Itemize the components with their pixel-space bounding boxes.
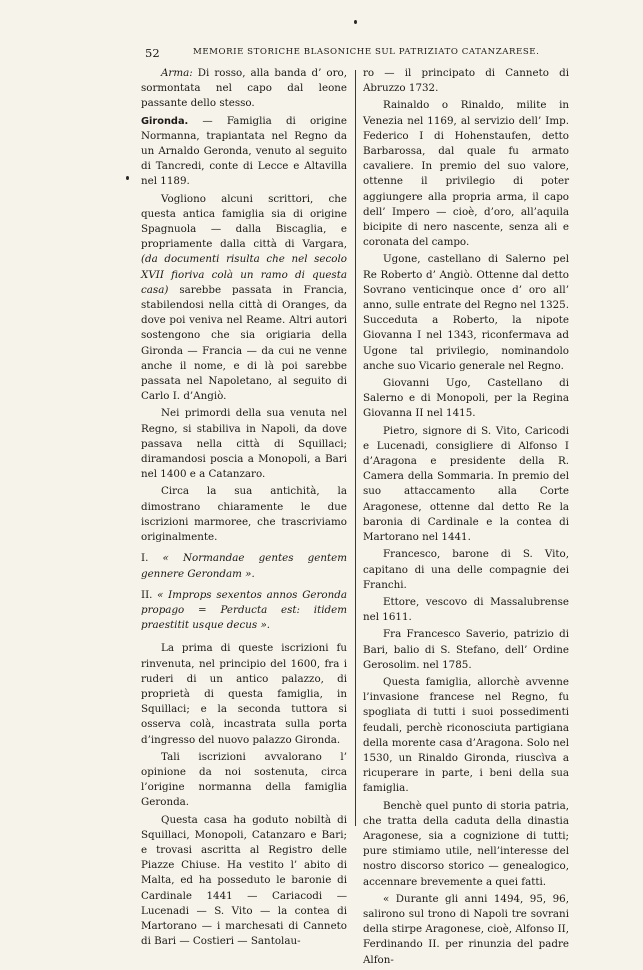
right-column (363, 66, 569, 970)
paragraph: Circa la sua antichità, la dimostrano chiaramente le due iscrizioni marmoree, che trascriviamo originalmente. (141, 485, 347, 544)
inscription-number: I. (141, 552, 149, 565)
page-number: 52 (145, 46, 160, 60)
paragraph-italic: (da documenti risulta che nel secolo XVII fioriva colà un ramo di questa casa) (141, 253, 347, 296)
paragraph: ro — il principato di Canneto di Abruzzo 1732. (363, 67, 569, 95)
paragraph-text: sarebbe passata in Francia, stabilendosi nella città di Oranges, da dove poi veniva nel Reame. Altri autori sostengono che sia origiaria della Gironda — Francia — da cui ne venne anche il nome, e di là poi sarebbe passata nel Napoletano, al seguito di Carlo I. d’Angiò. (141, 283, 347, 403)
paragraph: Ettore, vescovo di Massalubrense nel 1611. (363, 595, 569, 624)
paragraph: Francesco, barone di S. Vito, capitano di una delle compagnie dei Franchi. (363, 548, 569, 591)
column-divider (355, 70, 356, 826)
family-name: Gironda. (141, 115, 189, 127)
inscription-1 (127, 551, 347, 581)
paragraph: « Durante gli anni 1494, 95, 96, salirono sul trono di Napoli tre sovrani della stirpe Aragonese, cioè, Alfonso II, Ferdinando II. per rinunzia del padre Alfon- (363, 892, 569, 966)
ink-speck (354, 20, 357, 24)
paragraph: Benchè quel punto di storia patria, che tratta della caduta della dinastia Aragonese, sia a cognizione di tutti; pure stimiamo utile, nell’interesse del nostro discorso storico — genealogico, accennare brevemente a quei fatti. (363, 799, 569, 888)
inscription-2 (127, 588, 347, 634)
page-header (145, 46, 555, 60)
inscription-text: « Improps sexentos annos Geronda propago = Perducta est: itidem praestitit usque decus ». (141, 588, 347, 632)
paragraph: Fra Francesco Saverio, patrizio di Bari, balio di S. Stefano, dell’ Ordine Gerosolim. nel 1785. (363, 628, 569, 671)
paragraph: Ugone, castellano di Salerno pel Re Roberto d’ Angiò. Ottenne dal detto Sovrano venticinque once d’ oro all’ anno, sulle entrate del Regno nel 1325. Succeduta a Roberto, la nipote Giovanna I nel 1343, riconfermava ad Ugone tal privilegio, nominandolo anche suo Vicario generale nel Regno. (363, 253, 570, 372)
paragraph: Pietro, signore di S. Vito, Caricodi e Lucenadi, consigliere di Alfonso I d’Aragona e presidente della R. Camera della Sommaria. In premio del suo attaccamento alla Corte Aragonese, ottenne dal detto Re la baronia di Cardinale e la contea di Martorano nel 1441. (363, 424, 569, 544)
paragraph: La prima di queste iscrizioni fu rinvenuta, nel principio del 1600, fra i ruderi di un antico palazzo, di proprietà di questa famiglia, in Squillaci; e la seconda tuttora si osserva colà, incastrata sulla porta d’ingresso del nuovo palazzo Gironda. (141, 642, 347, 746)
paragraph: Questa casa ha goduto nobiltà di Squillaci, Monopoli, Catanzaro e Bari; e trovasi ascritta al Registro delle Piazze Chiuse. Ha vestito l’ abito di Malta, ed ha posseduto le baronie di Cardinale 1441 — Cariacodi — Lucenadi — S. Vito — la contea di Martorano — i marchesati di Canneto di Bari — Costieri — Santolau- (141, 813, 347, 948)
paragraph (141, 66, 347, 112)
inscription-number: II. (141, 588, 153, 601)
paragraph (141, 192, 347, 405)
paragraph: Nei primordi della sua venuta nel Regno, si stabiliva in Napoli, da dove passava nella città di Squillaci; diramandosi poscia a Monopoli, a Bari nel 1400 e a Catanzaro. (141, 407, 347, 481)
running-title: MEMORIE STORICHE BLASONICHE SUL PATRIZIATO CATANZARESE. (193, 47, 540, 57)
inscription-text: « Normandae gentes gentem gennere Gerondam ». (141, 552, 347, 580)
left-column (141, 66, 347, 951)
paragraph (141, 114, 347, 190)
paragraph-text: — Famiglia di origine Normanna, trapiantata nel Regno da un Arnaldo Geronda, venuto al seguito di Tancredi, conte di Lecce e Altavilla nel 1189. (141, 114, 347, 188)
arms-label: Arma: (161, 67, 193, 79)
paragraph: Rainaldo o Rinaldo, milite in Venezia nel 1169, al servizio dell’ Imp. Federico I di Hohenstaufen, detto Barbarossa, dal quale fu armato cavaliere. In premio del suo valore, ottenne il privilegio di poter aggiungere alla propria arma, il capo dell’ Impero — cioè, d’oro, all’aquila bicipite di nero nascente, senza ali e coronata del campo. (363, 99, 569, 249)
arms-text: Di rosso, alla banda d’ oro, sormontata nel capo dal leone passante dello stesso. (141, 67, 347, 110)
paragraph-text: Vogliono alcuni scrittori, che questa antica famiglia sia di origine Spagnuola — dalla Biscaglia, e propriamente dalla città di Vargara, (141, 192, 347, 251)
paragraph: Tali iscrizioni avvalorano l’ opinione da noi sostenuta, circa l’origine normanna della famiglia Geronda. (141, 750, 347, 809)
paragraph: Questa famiglia, allorchè avvenne l’invasione francese nel Regno, fu spogliata di tutti i suoi possedimenti feudali, perchè riconosciuta partigiana della morente casa d’Aragona. Solo nel 1530, un Rinaldo Gironda, riuscìva a ricuperare in parte, i beni della sua famiglia. (363, 675, 569, 795)
ink-speck (126, 176, 129, 180)
paragraph: Giovanni Ugo, Castellano di Salerno e di Monopoli, per la Regina Giovanna II nel 1415. (363, 377, 569, 420)
